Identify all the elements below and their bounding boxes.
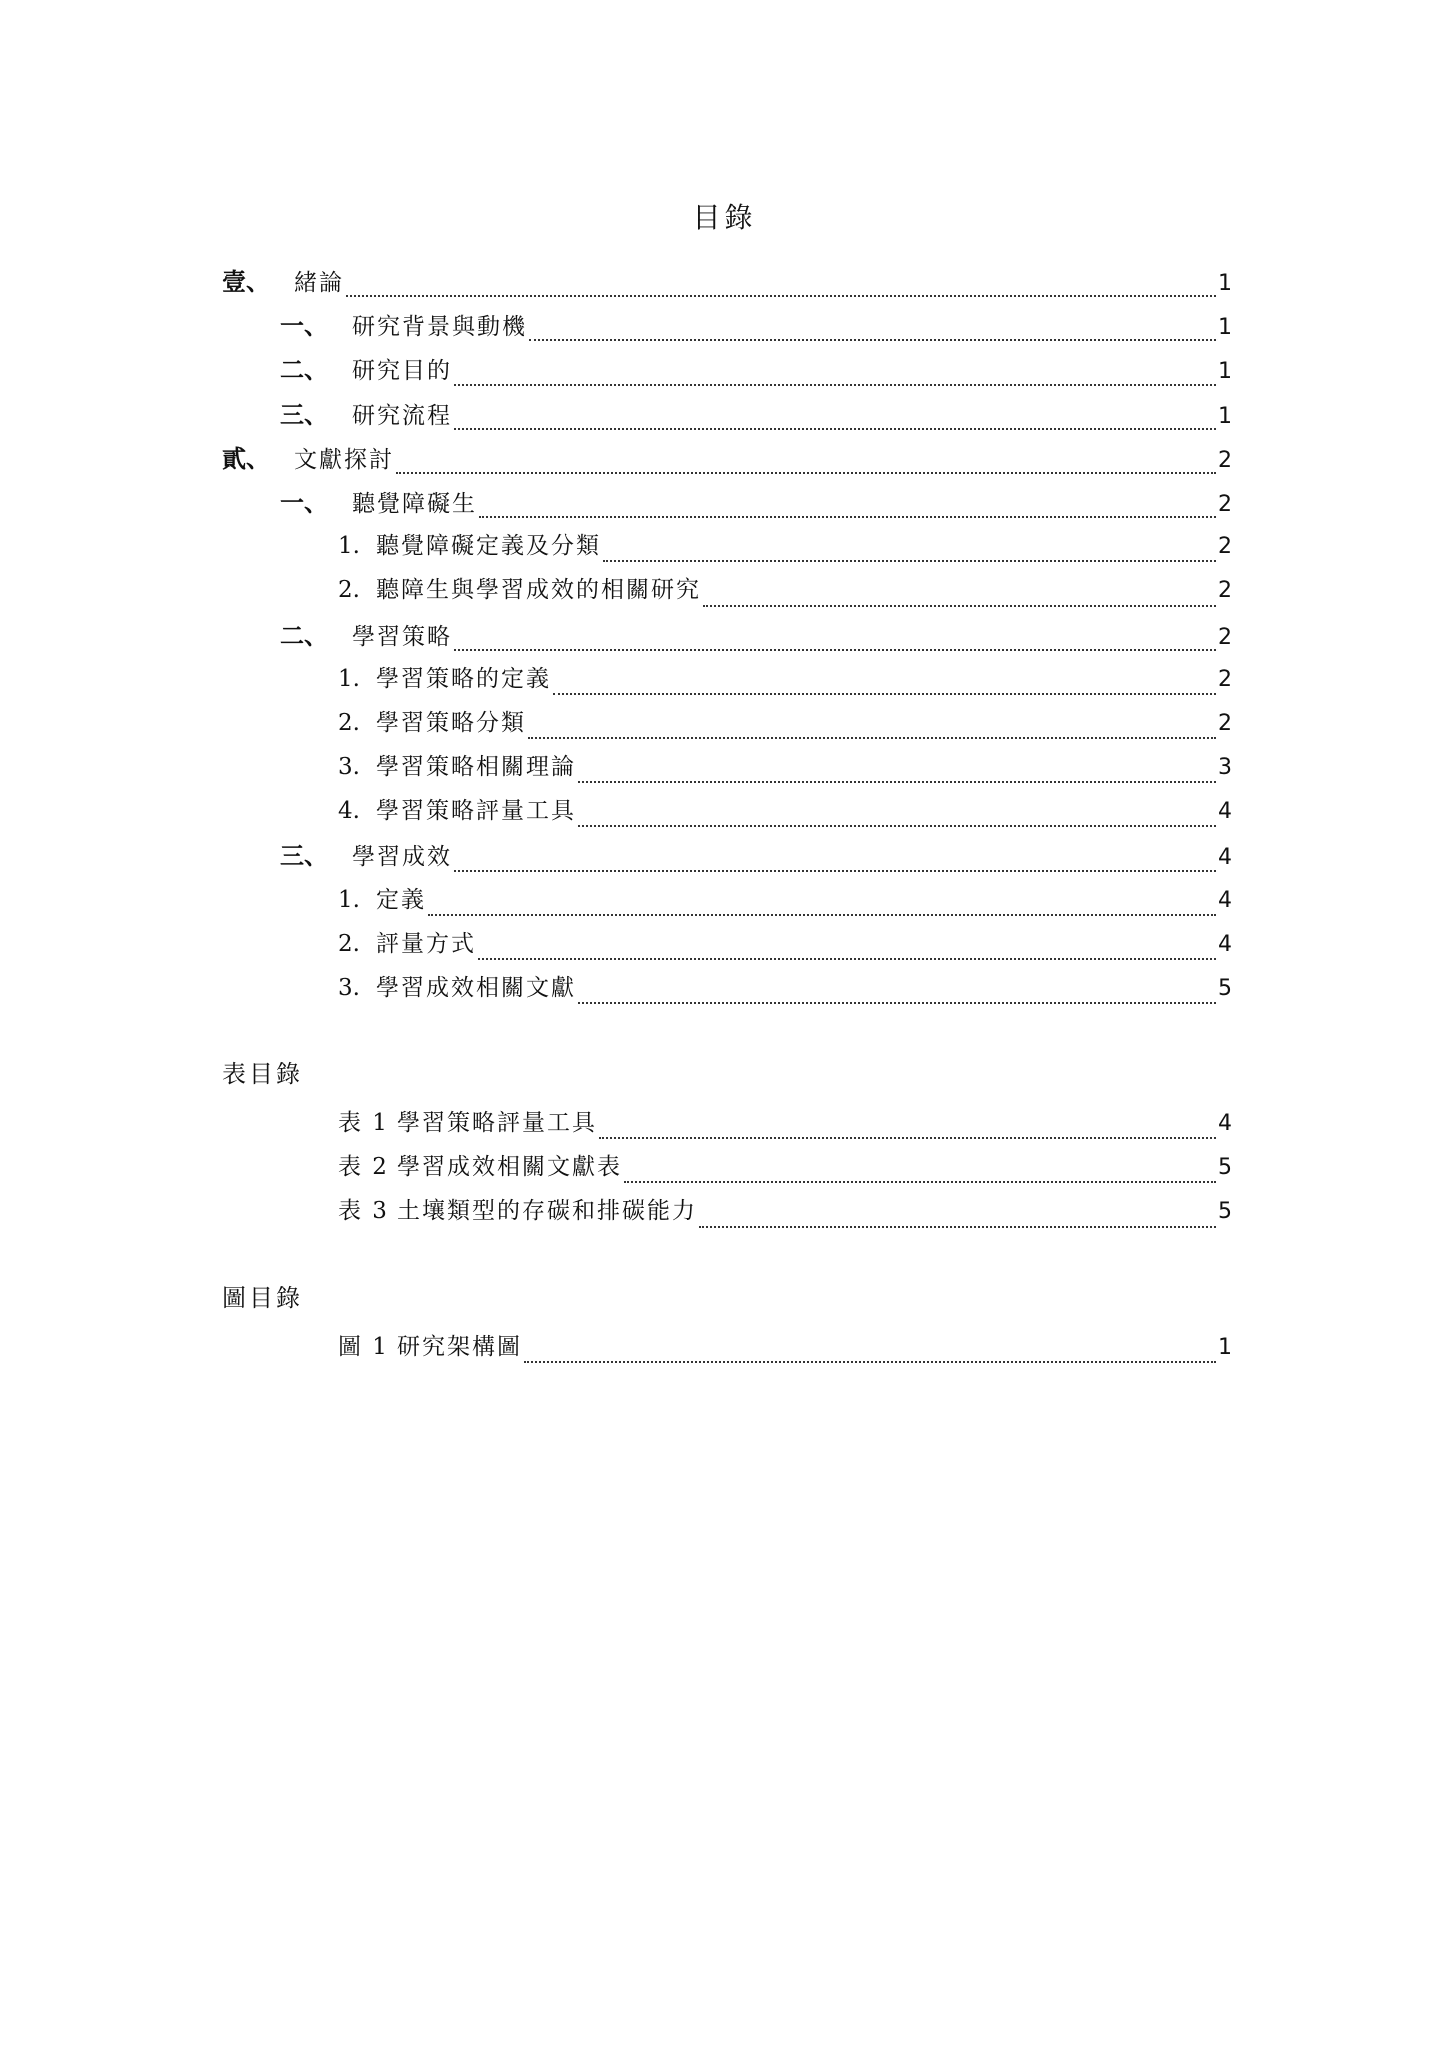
dot-leader [524,1361,1216,1363]
toc-entry[interactable] [222,306,1232,350]
dot-leader [578,781,1216,783]
dot-leader [578,825,1216,827]
entry-label: 研究背景與動機 [352,314,527,341]
toc-entry[interactable] [222,1148,1232,1192]
entry-number: 圖 1 [338,1334,389,1360]
entry-number: 一、 [280,487,328,517]
entry-number: 壹、 [222,267,270,296]
dot-leader [528,737,1216,739]
page-number: 1 [1218,271,1232,296]
entry-label: 文獻探討 [294,446,394,473]
entry-label: 學習策略分類 [376,709,526,736]
dot-leader [624,1181,1216,1183]
dot-leader [703,605,1216,607]
dot-leader [454,870,1216,872]
page-number: 1 [1218,403,1232,429]
entry-number: 4. [338,798,360,825]
dot-leader [578,1002,1216,1004]
table-list [222,1104,1232,1237]
entry-label: 學習策略評量工具 [396,1110,597,1136]
tables-heading: 表目錄 [222,1060,303,1088]
toc-entry[interactable] [222,969,1232,1013]
toc-entry[interactable] [222,660,1232,704]
entry-label: 學習成效相關文獻表 [396,1154,622,1181]
entry-number: 2. [338,709,360,736]
entry-number: 三、 [280,399,328,429]
dot-leader [599,1137,1216,1139]
page-number: 5 [1218,1155,1232,1181]
entry-number: 一、 [280,311,328,341]
page-number: 4 [1218,799,1232,825]
figures-heading: 圖目錄 [222,1284,303,1312]
entry-number: 1. [338,533,360,560]
toc-entry[interactable] [222,748,1232,792]
dot-leader [454,649,1216,651]
page-number: 5 [1218,976,1232,1001]
entry-number: 表 3 [338,1198,389,1225]
toc-entry[interactable] [222,925,1232,969]
toc-entry[interactable] [222,616,1232,660]
entry-label: 聽覺障礙定義及分類 [376,533,601,560]
toc-entry[interactable] [222,483,1232,527]
entry-label: 緒論 [294,270,344,296]
entry-number: 2. [338,577,360,604]
toc-entry[interactable] [222,571,1232,615]
page-number: 2 [1218,578,1232,604]
page-number: 2 [1218,447,1232,473]
toc-entry[interactable] [222,1192,1232,1236]
toc-entry[interactable] [222,395,1232,439]
toc-entry[interactable] [222,704,1232,748]
entry-label: 評量方式 [376,930,476,957]
page-number: 1 [1218,1335,1232,1360]
toc-entry[interactable] [222,439,1232,483]
dot-leader [428,914,1216,916]
entry-label: 學習策略相關理論 [376,754,576,781]
toc-entry[interactable] [222,350,1232,394]
figure-list [222,1328,1232,1372]
page-number: 4 [1218,887,1232,913]
entry-number: 3. [338,754,360,781]
page-number: 4 [1218,1111,1232,1136]
entry-label: 研究流程 [352,402,452,429]
page-number: 2 [1218,491,1232,517]
toc-entry[interactable] [222,1104,1232,1148]
entry-number: 表 1 [338,1110,389,1136]
entry-number: 二、 [280,355,328,385]
dot-leader [454,384,1216,386]
entry-number: 二、 [280,620,328,650]
entry-label: 學習成效相關文獻 [376,975,576,1001]
entry-number: 3. [338,975,360,1001]
entry-label: 學習成效 [352,844,452,871]
dot-leader [603,560,1216,562]
toc-entry[interactable] [222,262,1232,306]
entry-label: 聽覺障礙生 [352,490,477,517]
entry-label: 學習策略 [352,623,452,650]
entry-label: 研究架構圖 [396,1334,522,1360]
page-number: 2 [1218,710,1232,736]
page-number: 2 [1218,534,1232,560]
toc-entry[interactable] [222,792,1232,836]
entry-number: 1. [338,886,360,913]
entry-label: 土壤類型的存碳和排碳能力 [396,1198,697,1225]
page-number: 1 [1218,315,1232,341]
toc-entry[interactable] [222,1328,1232,1372]
entry-number: 1. [338,665,360,692]
entry-number: 三、 [280,841,328,871]
dot-leader [454,428,1216,430]
page-number: 3 [1218,755,1232,781]
page-number: 5 [1218,1199,1232,1225]
entry-label: 學習策略評量工具 [376,798,576,825]
page-number: 4 [1218,931,1232,957]
entry-number: 貳、 [222,443,270,473]
dot-leader [553,693,1216,695]
page-title: 目錄 [692,201,757,234]
dot-leader [529,339,1216,341]
entry-number: 表 2 [338,1154,389,1181]
page-number: 1 [1218,359,1232,385]
dot-leader [479,516,1216,518]
toc-entry[interactable] [222,881,1232,925]
dot-leader [346,295,1216,297]
page-number: 2 [1218,624,1232,650]
page-number: 2 [1218,666,1232,692]
entry-label: 定義 [376,886,426,913]
entry-label: 學習策略的定義 [376,665,551,692]
dot-leader [396,472,1216,474]
dot-leader [478,958,1216,960]
page-number: 4 [1218,845,1232,871]
table-of-contents [222,262,1232,1013]
entry-number: 2. [338,930,360,957]
toc-entry[interactable] [222,836,1232,880]
entry-label: 聽障生與學習成效的相關研究 [376,577,701,604]
dot-leader [699,1226,1216,1228]
entry-label: 研究目的 [352,358,452,385]
toc-entry[interactable] [222,527,1232,571]
